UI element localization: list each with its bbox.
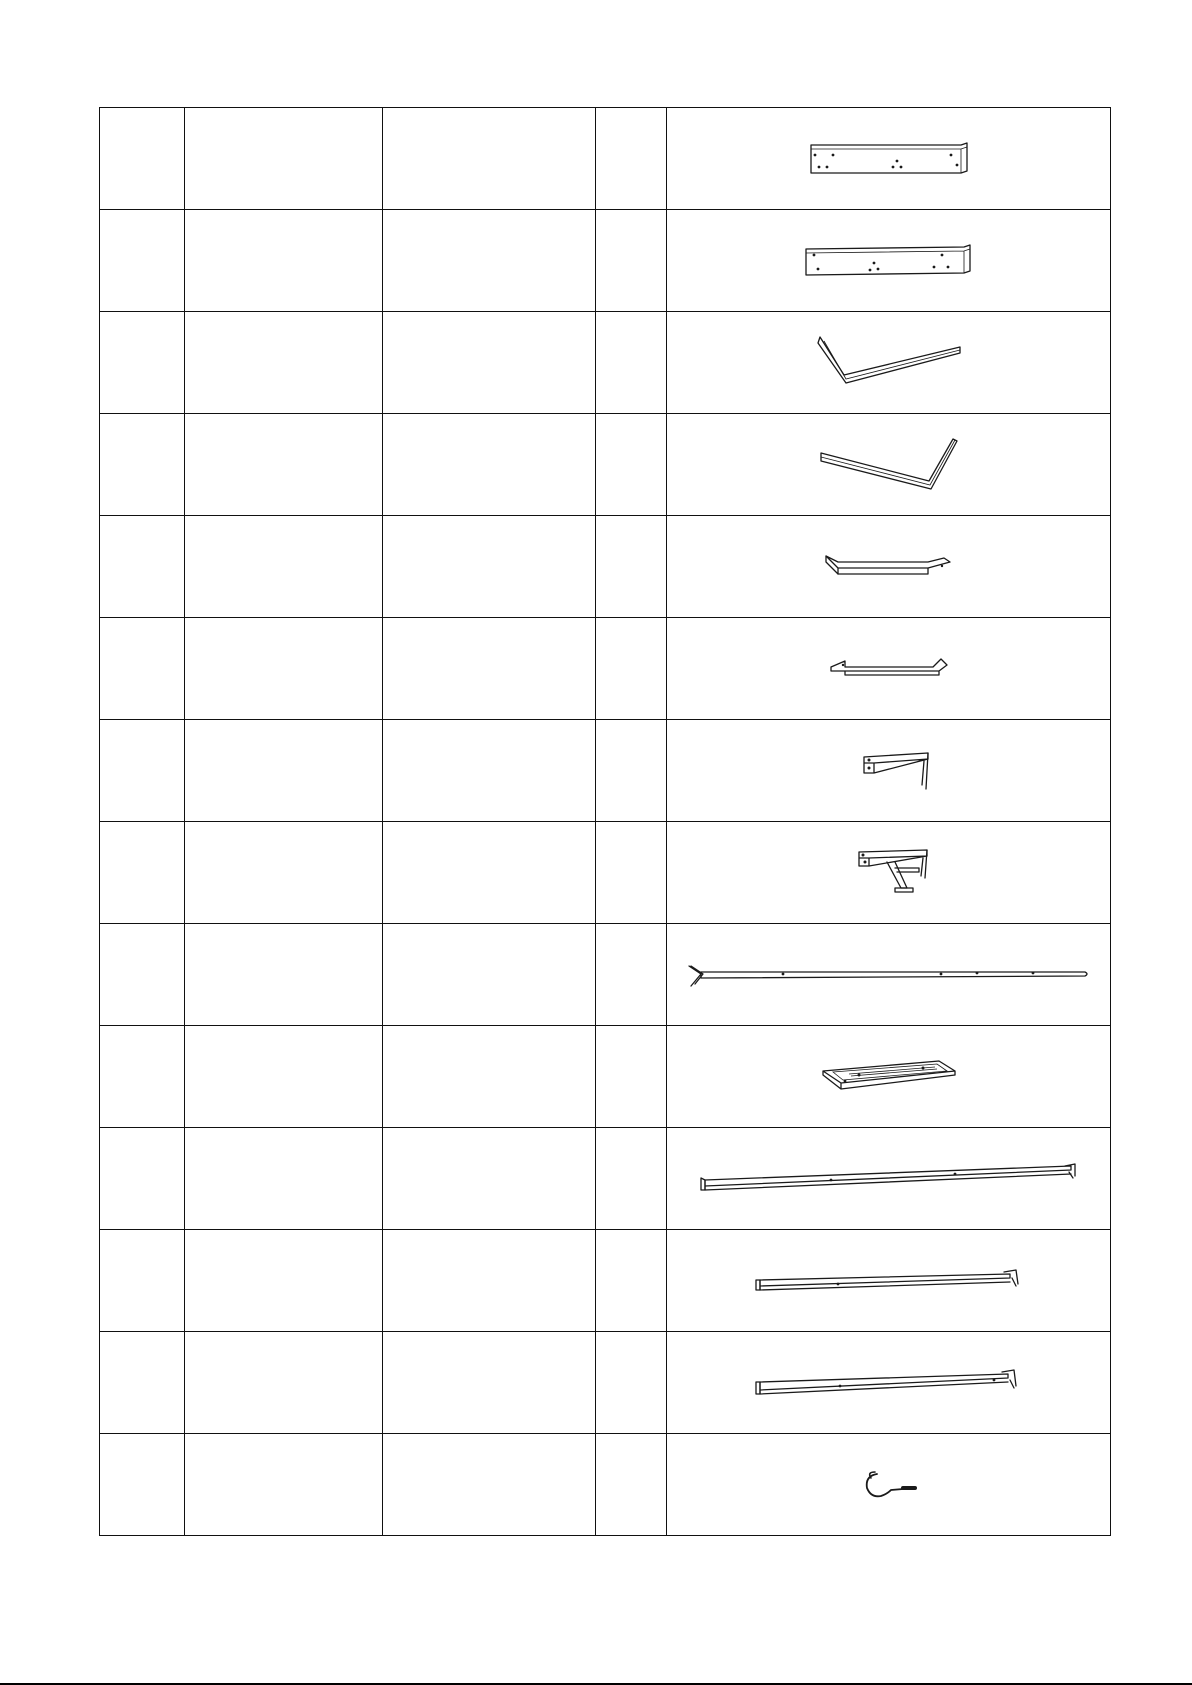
table-row: [100, 720, 1111, 822]
part-spec-cell: [383, 1026, 596, 1128]
part-image-cell: [667, 618, 1111, 720]
part-spec-cell: [383, 924, 596, 1026]
table-row: [100, 108, 1111, 210]
short-channel-bracket-b-icon: [829, 657, 949, 681]
part-qty-cell: [596, 1230, 667, 1332]
part-name-cell: [185, 1128, 383, 1230]
part-name-cell: [185, 924, 383, 1026]
part-name-cell: [185, 1026, 383, 1128]
part-image-cell: [667, 720, 1111, 822]
flat-plate-with-holes-a-icon: [809, 141, 969, 177]
part-name-cell: [185, 108, 383, 210]
part-number-cell: [100, 414, 185, 516]
perforated-tray-icon: [819, 1057, 959, 1097]
part-qty-cell: [596, 618, 667, 720]
table-row: [100, 618, 1111, 720]
part-number-cell: [100, 1128, 185, 1230]
part-image-cell: [667, 516, 1111, 618]
short-channel-bracket-a-icon: [824, 554, 954, 580]
part-spec-cell: [383, 108, 596, 210]
part-image-cell: [667, 924, 1111, 1026]
part-number-cell: [100, 1026, 185, 1128]
part-name-cell: [185, 720, 383, 822]
table-row: [100, 1332, 1111, 1434]
part-qty-cell: [596, 924, 667, 1026]
part-spec-cell: [383, 210, 596, 312]
long-angle-rail-icon: [699, 1162, 1079, 1196]
part-spec-cell: [383, 822, 596, 924]
hook-icon: [859, 1468, 919, 1502]
part-qty-cell: [596, 822, 667, 924]
part-qty-cell: [596, 1128, 667, 1230]
part-image-cell: [667, 1434, 1111, 1536]
part-number-cell: [100, 1332, 185, 1434]
part-name-cell: [185, 1434, 383, 1536]
part-number-cell: [100, 1230, 185, 1332]
part-spec-cell: [383, 414, 596, 516]
part-spec-cell: [383, 516, 596, 618]
part-spec-cell: [383, 1128, 596, 1230]
part-spec-cell: [383, 618, 596, 720]
part-name-cell: [185, 822, 383, 924]
part-image-cell: [667, 108, 1111, 210]
table-row: [100, 414, 1111, 516]
part-spec-cell: [383, 1332, 596, 1434]
part-image-cell: [667, 1230, 1111, 1332]
part-name-cell: [185, 516, 383, 618]
part-name-cell: [185, 210, 383, 312]
part-number-cell: [100, 516, 185, 618]
part-qty-cell: [596, 1434, 667, 1536]
table-row: [100, 1434, 1111, 1536]
part-spec-cell: [383, 1434, 596, 1536]
flat-plate-with-holes-b-icon: [804, 243, 974, 279]
part-image-cell: [667, 414, 1111, 516]
table-row: [100, 1128, 1111, 1230]
part-spec-cell: [383, 312, 596, 414]
part-image-cell: [667, 822, 1111, 924]
medium-angle-rail-a-icon: [754, 1268, 1024, 1294]
part-qty-cell: [596, 720, 667, 822]
medium-angle-rail-b-icon: [754, 1368, 1024, 1398]
part-qty-cell: [596, 516, 667, 618]
v-bend-channel-left-icon: [814, 333, 964, 393]
part-image-cell: [667, 312, 1111, 414]
part-qty-cell: [596, 414, 667, 516]
long-tube-rail-icon: [687, 958, 1091, 992]
corner-bracket-with-leg-icon: [839, 848, 939, 898]
part-number-cell: [100, 924, 185, 1026]
part-number-cell: [100, 108, 185, 210]
corner-bracket-icon: [844, 751, 934, 791]
part-image-cell: [667, 1332, 1111, 1434]
part-number-cell: [100, 1434, 185, 1536]
part-qty-cell: [596, 108, 667, 210]
table-row: [100, 1026, 1111, 1128]
part-name-cell: [185, 312, 383, 414]
table-row: [100, 210, 1111, 312]
part-name-cell: [185, 414, 383, 516]
table-row: [100, 924, 1111, 1026]
part-name-cell: [185, 1230, 383, 1332]
part-name-cell: [185, 1332, 383, 1434]
part-qty-cell: [596, 1026, 667, 1128]
part-spec-cell: [383, 720, 596, 822]
part-number-cell: [100, 822, 185, 924]
table-row: [100, 822, 1111, 924]
v-bend-channel-right-icon: [819, 435, 959, 495]
table-row: [100, 516, 1111, 618]
table-row: [100, 1230, 1111, 1332]
part-qty-cell: [596, 210, 667, 312]
part-number-cell: [100, 312, 185, 414]
part-spec-cell: [383, 1230, 596, 1332]
part-qty-cell: [596, 1332, 667, 1434]
parts-table: [99, 107, 1111, 1536]
part-qty-cell: [596, 312, 667, 414]
part-image-cell: [667, 1026, 1111, 1128]
part-image-cell: [667, 210, 1111, 312]
part-image-cell: [667, 1128, 1111, 1230]
part-number-cell: [100, 618, 185, 720]
table-row: [100, 312, 1111, 414]
part-number-cell: [100, 210, 185, 312]
part-name-cell: [185, 618, 383, 720]
part-number-cell: [100, 720, 185, 822]
